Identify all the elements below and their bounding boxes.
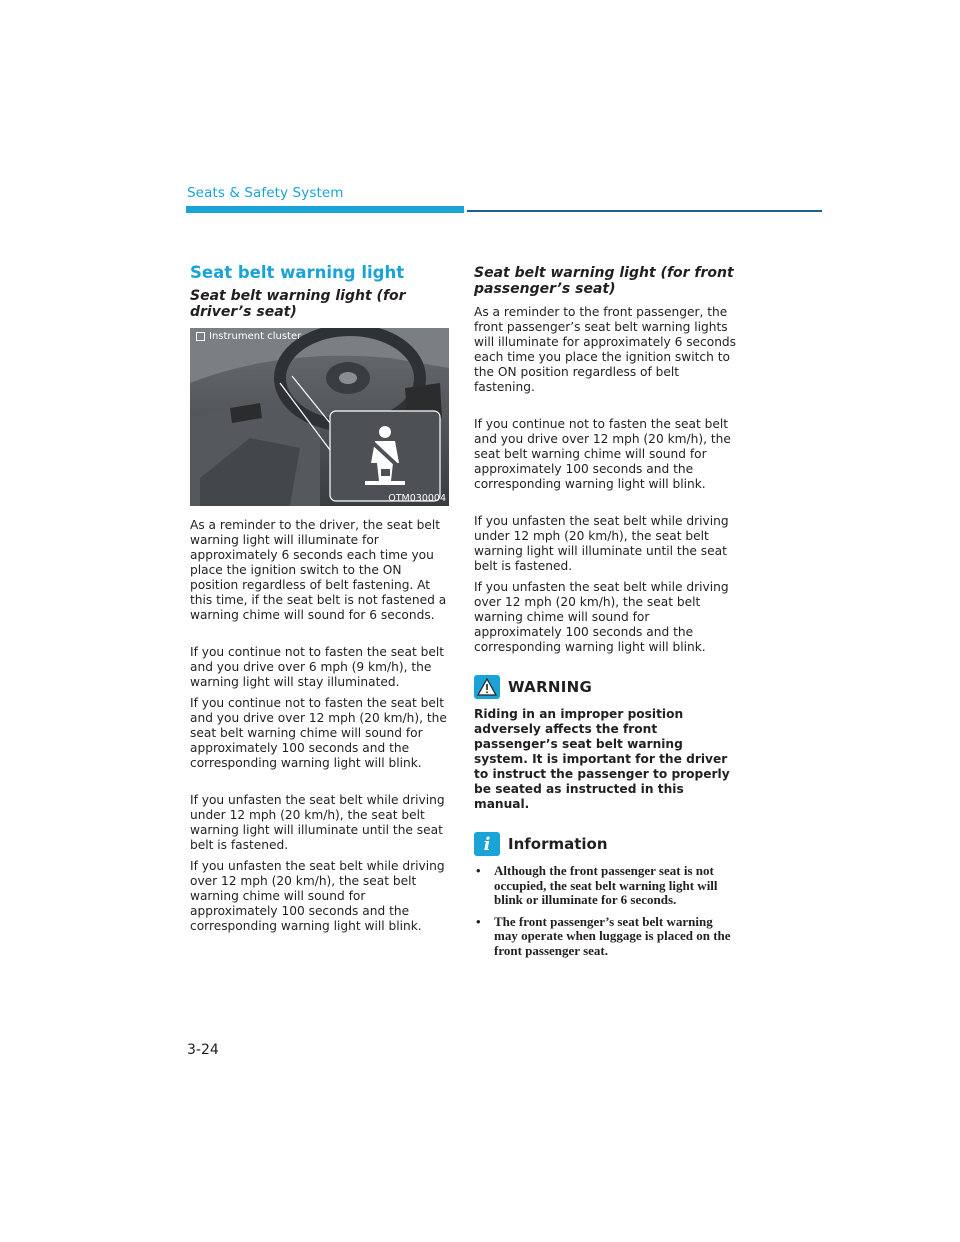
checkbox-square-icon <box>196 332 205 341</box>
information-icon: i <box>474 832 500 856</box>
list-item: • The front passenger’s seat belt warning may operate when luggage is placed on the front passenger seat. <box>476 913 731 958</box>
instrument-cluster-figure <box>190 328 449 506</box>
figure-label: Instrument cluster <box>196 331 301 342</box>
dashboard-illustration <box>190 328 449 506</box>
warning-text: Riding in an improper position adversely affects the front passenger’s seat belt warning system. It is important for the driver to instruct the passenger to properly be seated as instructed in this manual. <box>474 707 730 811</box>
information-heading <box>474 832 736 856</box>
chapter-title: Seats & Safety System <box>187 185 344 201</box>
paragraph: If you unfasten the seat belt while driving over 12 mph (20 km/h), the seat belt warning chime will sound for approximately 100 seconds and the corresponding warning light will blink. <box>474 580 729 654</box>
driver-seat-subtitle: Seat belt warning light (for driver’s seat) <box>190 288 406 320</box>
information-title: Information <box>508 835 608 853</box>
paragraph: As a reminder to the driver, the seat belt warning light will illuminate for approximately 6 seconds each time you place the ignition switch to the ON position regardless of belt fastening. At this time, if the seat belt is not fastened a warning chime will sound for 6 seconds. <box>190 518 447 622</box>
bullet: • <box>476 863 481 878</box>
section-title: Seat belt warning light <box>190 263 405 282</box>
paragraph: If you continue not to fasten the seat belt and you drive over 12 mph (20 km/h), the seat belt warning chime will sound for approximately 100 seconds and the corresponding warning light will blink. <box>474 417 731 491</box>
paragraph: As a reminder to the front passenger, the front passenger’s seat belt warning lights will illuminate for approximately 6 seconds each time you place the ignition switch to the ON position regardless of belt fastening. <box>474 305 737 394</box>
warning-title: WARNING <box>508 678 593 696</box>
bullet: • <box>476 913 481 929</box>
warning-heading <box>474 675 736 699</box>
warning-triangle-icon <box>474 675 500 699</box>
paragraph: If you unfasten the seat belt while driving under 12 mph (20 km/h), the seat belt warning light will illuminate until the seat belt is fastened. <box>474 514 729 573</box>
page-number: 3-24 <box>187 1042 219 1058</box>
left-column <box>190 262 452 934</box>
header-rule-thick <box>186 206 464 213</box>
paragraph: If you unfasten the seat belt while driving over 12 mph (20 km/h), the seat belt warning chime will sound for approximately 100 seconds and the corresponding warning light will blink. <box>190 859 445 933</box>
header-rule-thin <box>467 210 822 212</box>
paragraph: If you unfasten the seat belt while driving under 12 mph (20 km/h), the seat belt warning light will illuminate until the seat belt is fastened. <box>190 793 445 852</box>
paragraph: If you continue not to fasten the seat belt and you drive over 6 mph (9 km/h), the warning light will stay illuminated. <box>190 645 445 689</box>
figure-code: OTM030004 <box>388 493 446 504</box>
passenger-seat-subtitle: Seat belt warning light (for front passenger’s seat) <box>474 265 734 297</box>
information-list <box>474 864 736 958</box>
list-item: • Although the front passenger seat is not occupied, the seat belt warning light will blink or illuminate for 6 seconds. <box>476 863 718 907</box>
paragraph: If you continue not to fasten the seat belt and you drive over 12 mph (20 km/h), the seat belt warning chime will sound for approximately 100 seconds and the corresponding warning light will blink. <box>190 696 447 770</box>
right-column <box>474 262 736 965</box>
